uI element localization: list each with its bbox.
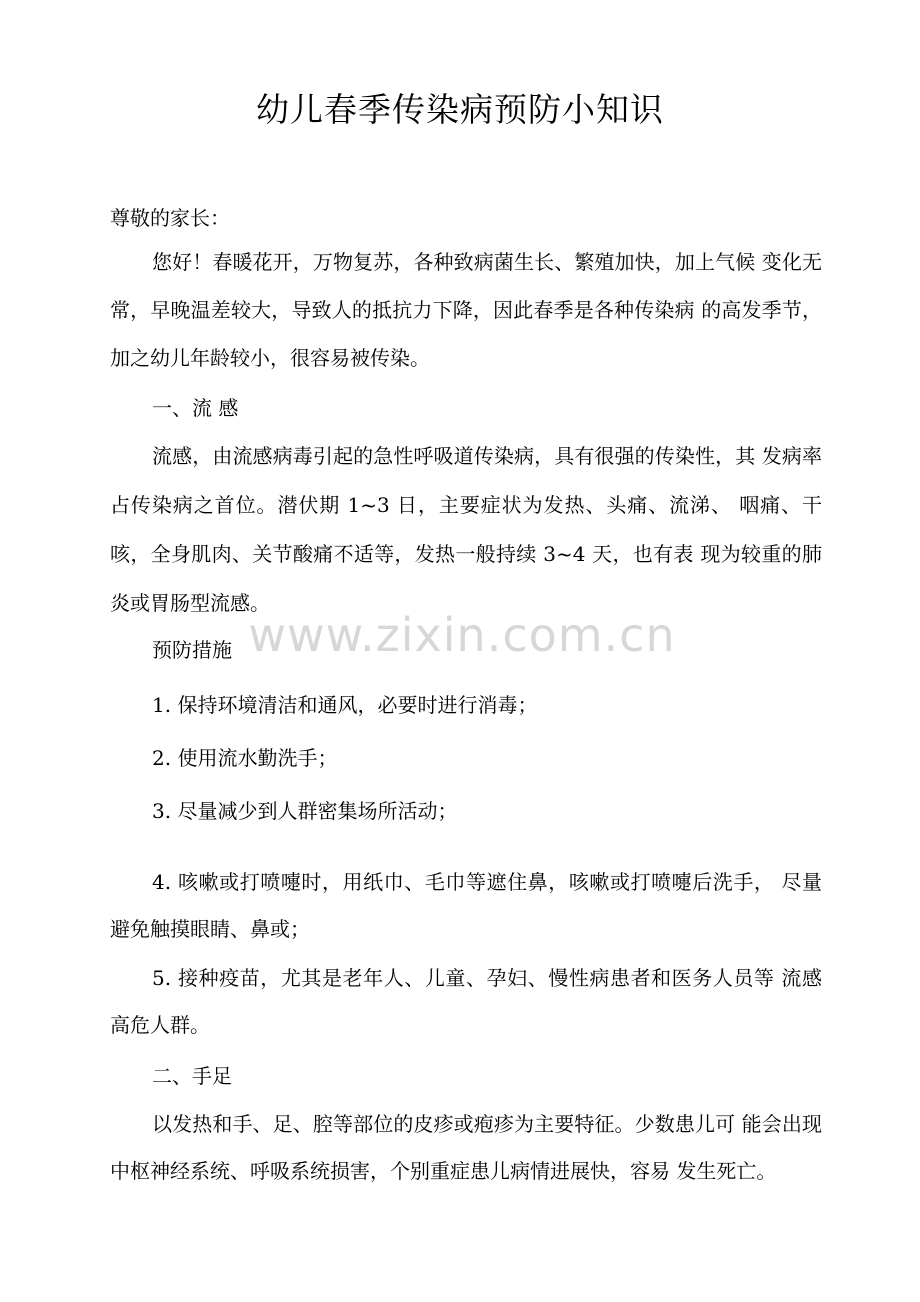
watermark: www.zixin.com.cn	[248, 608, 676, 662]
intro-paragraph: 您好！春暖花开，万物复苏，各种致病菌生长、繁殖加快，加上气候 变化无常，早晚温差较大，导致人的抵抗力下降，因此春季是各种传染病 的高发季节，加之幼儿年龄较小，很容易被传染。	[110, 250, 822, 370]
section1-body: 流感，由流感病毒引起的急性呼吸道传染病，具有很强的传染性，其 发病率占传染病之首位。潜伏期 1~3 日，主要症状为发热、头痛、流涕、 咽痛、干咳，全身肌肉、关节酸痛不适等，发热一般持续 3~4 天，也有表 现为较重的肺炎或胃肠型流感。	[110, 444, 822, 615]
section1-heading: 一、流 感	[152, 396, 239, 420]
measure-item-4: 4. 咳嗽或打喷嚏时，用纸巾、毛巾等遮住鼻，咳嗽或打喷嚏后洗手， 尽量避免触摸眼睛、鼻或；	[110, 870, 822, 941]
measure-item-5: 5. 接种疫苗，尤其是老年人、儿童、孕妇、慢性病患者和医务人员等 流感高危人群。	[110, 966, 822, 1037]
measure-item-3: 3. 尽量减少到人群密集场所活动；	[152, 799, 458, 823]
measure-item-1: 1. 保持环境清洁和通风，必要时进行消毒；	[152, 693, 538, 717]
section2-heading: 二、手足	[152, 1064, 232, 1088]
greeting: 尊敬的家长：	[110, 206, 230, 230]
prevention-heading: 预防措施	[152, 638, 232, 662]
measure-item-2: 2. 使用流水勤洗手；	[152, 746, 338, 770]
section2-body: 以发热和手、足、腔等部位的皮疹或疱疹为主要特征。少数患儿可 能会出现中枢神经系统、呼吸系统损害，个别重症患儿病情进展快，容易 发生死亡。	[110, 1112, 822, 1183]
document-title: 幼儿春季传染病预防小知识	[256, 90, 664, 129]
